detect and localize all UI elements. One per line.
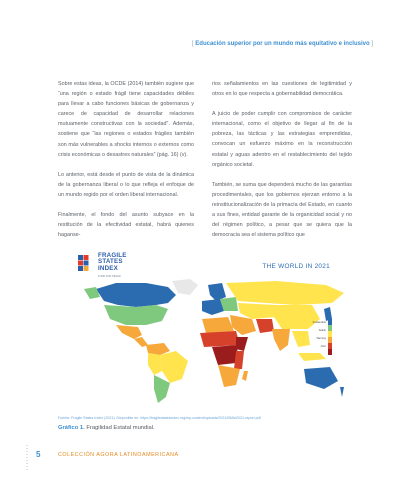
region-kazakhstan-central-asia: [238, 303, 276, 319]
legend-label-sustainable: Sustainable: [312, 321, 326, 324]
legend-swatch-alert-high: [328, 349, 332, 355]
fsi-logo-text: [98, 253, 127, 272]
fsi-logo-subtitle: FUND FOR PEACE: [98, 275, 121, 278]
legend-label-stable: Stable: [318, 329, 326, 332]
caption-text: Fragilidad Estatal mundial.: [84, 425, 155, 431]
region-madagascar: [242, 371, 248, 381]
left-column: [58, 79, 194, 240]
running-header: [192, 41, 373, 47]
legend-swatch-sustainable: [328, 319, 332, 325]
region-russia: [226, 281, 344, 305]
region-scandinavia: [208, 283, 226, 301]
right-paragraph-1: rios señalamientos en las cuestiones de legitimidad y otros en lo que respecta a gobernabilidad democrática.: [212, 81, 352, 98]
legend-swatch-warning-low: [328, 331, 332, 337]
region-afghanistan-pakistan: [256, 319, 274, 333]
legend-swatch-warning-high: [328, 337, 332, 343]
region-canada: [96, 283, 176, 307]
left-paragraph-3: Finalmente, el fondo del asunto subyace en la restitución de la efectividad estatal, habrá quienes haganse-: [58, 212, 194, 239]
collection-name: COLECCIÓN AGORA LATINOAMERICANA: [58, 452, 179, 458]
left-paragraph-1: Sobre estas ideas, la OCDE (2014) también sugiere que “una región o estado frágil tiene capacidades débiles para llevar a cabo funciones básicas de gobernanza y carece de capacidad de desarrollar relaciones mutuamente constructivas con la sociedad”. Además, sostiene que “las regiones o estados frágiles también son más vulnerables a shocks internos o externos como crisis económicas o desastres naturales” (pág. 16) (v).: [58, 81, 194, 158]
region-peru-bolivia: [148, 353, 162, 375]
region-sahel: [200, 331, 240, 347]
region-north-africa: [202, 317, 234, 333]
figure-fragile-states-map: [58, 253, 352, 411]
region-indonesia: [298, 353, 326, 361]
region-brazil: [160, 351, 188, 383]
caption-label: Gráfico 1.: [58, 425, 85, 431]
legend-swatch-alert: [328, 343, 332, 349]
right-paragraph-2: A juicio de poder cumplir con compromisos de carácter internacional, como el objetivo de llegar al fin de la pobreza, las tácticas y las estrategias emprendidas, convocan un esfuerzo máximo en la reconstrucción estatal y aguas adentro en el restablecimiento del tejido orgánico societal.: [212, 111, 352, 168]
left-paragraph-2: Lo anterior, está desde el punto de vista de la dinámica de la gobernanza liberal o lo que refleja el enfoque de un mundo regido por el orden liberal internacional.: [58, 171, 194, 198]
region-japan: [324, 307, 332, 321]
header-bracket-close: ]: [371, 41, 373, 47]
map-legend: [312, 319, 332, 355]
right-column: [212, 79, 352, 240]
map-title: THE WORLD IN 2021: [262, 263, 330, 270]
region-australia: [304, 367, 338, 389]
region-india: [272, 329, 290, 351]
legend-label-warning: Warning: [316, 337, 326, 340]
fsi-logo-mark-icon: [78, 255, 94, 273]
region-new-zealand: [340, 387, 344, 397]
right-paragraph-3: También, se suma que dependerá mucho de las garantías procedimentales, que los gobiernos ejerzan entorno a la reinstitucionalización de la primacía del Estado, en cuanto a sus fines, entidad garante de la organicidad social y no del régimen político, a pesar que se quiera que la democracia sea el sistema político que: [212, 181, 352, 239]
legend-label-alert: Alert: [320, 345, 326, 348]
fsi-logo-line-1: FRAGILE: [98, 252, 127, 259]
region-mexico: [116, 325, 142, 339]
fsi-logo-line-3: INDEX: [98, 264, 118, 272]
footer-dot-divider: [26, 444, 28, 472]
region-central-africa: [212, 345, 238, 365]
region-usa: [104, 305, 168, 325]
page-number: 5: [36, 450, 41, 459]
region-colombia-venezuela: [146, 343, 170, 355]
region-china: [274, 305, 320, 329]
fsi-logo-line-2: STATES: [98, 258, 123, 266]
header-bracket-open: [: [191, 41, 194, 47]
region-greenland: [172, 279, 198, 295]
world-map: [76, 275, 352, 409]
region-horn-of-africa: [236, 337, 248, 351]
region-central-america: [134, 337, 148, 347]
region-western-europe: [202, 299, 224, 315]
header-title: Educación superior por un mundo más equitativo e inclusivo: [195, 41, 370, 47]
region-southeast-asia: [292, 331, 310, 347]
legend-swatch-stable: [328, 325, 332, 331]
figure-caption: [58, 425, 155, 431]
figure-source: Fuente: Fragile States Index (2021). Disponible en: https://fragilestatesindex.org/wp-content/uploads/2021/05/fsi2021-report.pdf: [58, 416, 261, 420]
